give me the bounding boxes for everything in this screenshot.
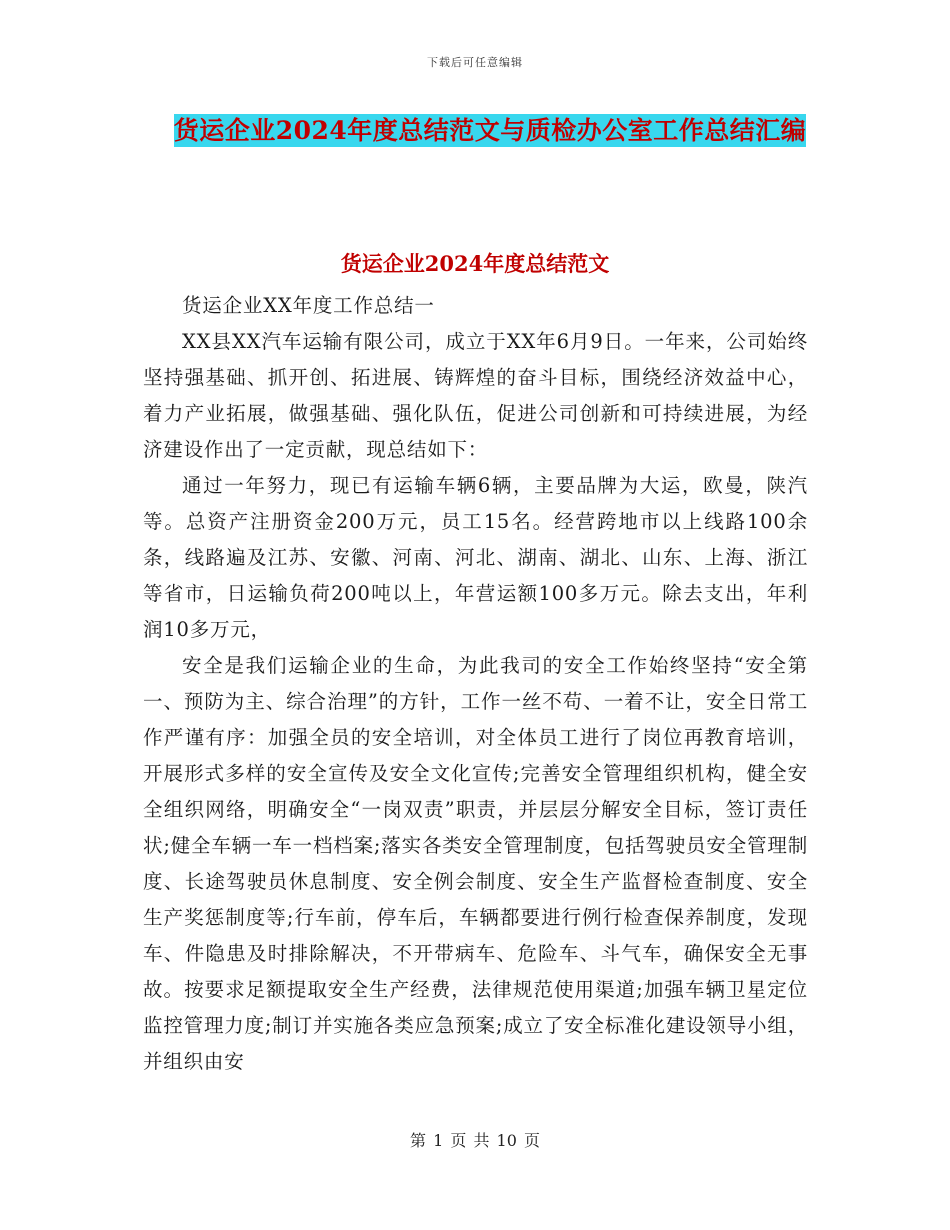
paragraph: 安全是我们运输企业的生命，为此我司的安全工作始终坚持“安全第一、预防为主、综合治理”的方针，工作一丝不苟、一着不让，安全日常工作严谨有序：加强全员的安全培训，对全体员工进行了岗位再教育培训，开展形式多样的安全宣传及安全文化宣传;完善安全管理组织机构，健全安全组织网络，明确安全“一岗双责”职责，并层层分解安全目标，签订责任状;健全车辆一车一档档案;落实各类安全管理制度，包括驾驶员安全管理制度、长途驾驶员休息制度、安全例会制度、安全生产监督检查制度、安全生产奖惩制度等;行车前，停车后，车辆都要进行例行检查保养制度，发现车、件隐患及时排除解决，不开带病车、危险车、斗气车，确保安全无事故。按要求足额提取安全生产经费，法律规范使用渠道;加强车辆卫星定位监控管理力度;制订并实施各类应急预案;成立了安全标准化建设领导小组，并组织由安 <box>143 654 808 1073</box>
paragraph: 通过一年努力，现已有运输车辆6辆，主要品牌为大运，欧曼，陕汽等。总资产注册资金200万元，员工15名。经营跨地市以上线路100余条，线路遍及江苏、安徽、河南、河北、湖南、湖北、山东、上海、浙江等省市，日运输负荷200吨以上，年营运额100多万元。除去支出，年利润10多万元， <box>143 474 808 641</box>
paragraph-heading: 货运企业XX年度工作总结一 <box>182 294 435 317</box>
main-title-highlight: 货运企业2024年度总结范文与质检办公室工作总结汇编 <box>173 116 807 145</box>
document-main-title <box>150 108 830 154</box>
page-number-footer: 第 1 页 共 10 页 <box>410 1131 540 1150</box>
paragraph: XX县XX汽车运输有限公司，成立于XX年6月9日。一年来，公司始终坚持强基础、抓开创、拓进展、铸辉煌的奋斗目标，围绕经济效益中心，着力产业拓展，做强基础、强化队伍，促进公司创新和可持续进展，为经济建设作出了一定贡献，现总结如下： <box>143 330 808 461</box>
page-header-note: 下载后可任意编辑 <box>427 56 523 69</box>
section-title: 货运企业2024年度总结范文 <box>340 251 610 276</box>
document-body <box>143 288 808 1080</box>
